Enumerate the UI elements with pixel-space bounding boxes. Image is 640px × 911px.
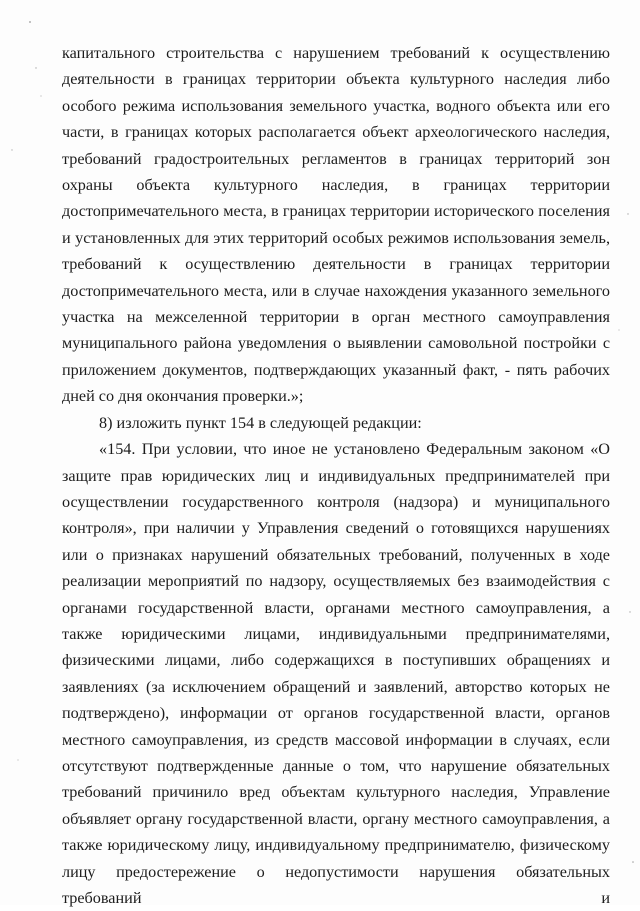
paragraph-clause-154: «154. При условии, что иное не установлено Федеральным законом «О защите прав юридических лиц и индивидуальных предпринимателей при осуществлении государственного контроля (надзора) и муниципального контроля», при наличии у Управления сведений о готовящихся нарушениях или о признаках нарушений обязательных требований, полученных в ходе реализации мероприятий по надзору, осуществляемых без взаимодействия с органами государственной власти, органами местного самоуправления, а также юридическими лицами, индивидуальными предпринимателями, физическими лицами, либо содержащихся в поступивших обращениях и заявлениях (за исключением обращений и заявлений, авторство которых не подтверждено), информации от органов государственной власти, органов местного самоуправления, из средств массовой информации в случаях, если отсутствуют подтвержденные данные о том, что нарушение обязательных требований причинило вред объектам культурного наследия, Управление объявляет органу государственной власти, органу местного самоуправления, а также юридическому лицу, индивидуальному предпринимателю, физическому лицу предостережение о недопустимости нарушения обязательных требований и xyxy=(62,440,610,907)
paragraph-continuation: капитального строительства с нарушением требований к осуществлению деятельности в границах территории объекта культурного наследия либо особого режима использования земельного участка, водного объекта или его части, в границах которых располагается объект археологического наследия, требований градостроительных регламентов в границах территорий зон охраны объекта культурного наследия, в границах территории достопримечательного места, в границах территории исторического поселения и установленных для этих территорий особых режимов использования земель, требований к осуществлению деятельности в границах территории достопримечательного места, или в случае нахождения указанного земельного участка на межселенной территории в орган местного самоуправления муниципального района уведомления о выявлении самовольной постройки с приложением документов, подтверждающих указанный факт, - пять рабочих дней со дня окончания проверки.»; xyxy=(62,44,610,406)
document-body xyxy=(62,40,610,911)
paragraph-item-8: 8) изложить пункт 154 в следующей редакции: xyxy=(99,413,422,432)
